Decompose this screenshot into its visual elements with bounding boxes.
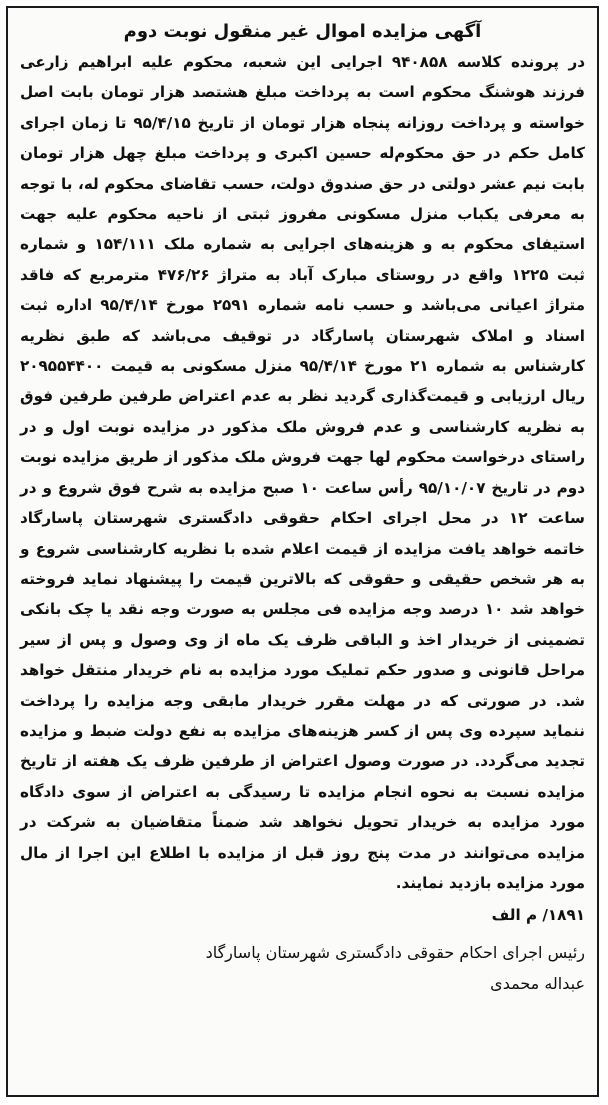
notice-body: در پرونده کلاسه ۹۴۰۸۵۸ اجرایی این شعبه، محکوم علیه ابراهیم زارعی فرزند هوشنگ محکوم است به پرداخت مبلغ هشتصد هزار تومان بابت اصل خواسته و پرداخت روزانه پنجاه هزار تومان از تاریخ ۹۵/۴/۱۵ تا زمان اجرای کامل حکم در حق محکوم‌له حسین اکبری و پرداخت مبلغ چهل هزار تومان بابت نیم عشر دولتی در حق صندوق دولت، حسب تقاضای محکوم له، با توجه به معرفی یکباب منزل مسکونی مفروز ثبتی از ناحیه محکوم علیه جهت استیفای محکوم به و هزینه‌های اجرایی به شماره ملک ۱۵۴/۱۱۱ و شماره ثبت ۱۲۲۵ واقع در روستای مبارک آباد به متراژ ۴۷۶/۲۶ مترمربع که فاقد متراژ اعیانی می‌باشد و حسب نامه شماره ۲۵۹۱ مورخ ۹۵/۴/۱۴ اداره ثبت اسناد و املاک شهرستان پاسارگاد در توقیف می‌باشد که طبق نظریه کارشناس به شماره ۲۱ مورخ ۹۵/۴/۱۴ منزل مسکونی به قیمت ۲۰۹۵۵۴۴۰۰ ریال ارزیابی و قیمت‌گذاری گردید نظر به عدم اعتراض طرفین طرفین فوق به نظریه کارشناسی و عدم فروش ملک مذکور در مزایده نوبت اول و در راستای درخواست محکوم لها جهت فروش ملک مذکور از طریق مزایده نوبت دوم در تاریخ ۹۵/۱۰/۰۷ رأس ساعت ۱۰ صبح مزایده به شرح فوق شروع و در ساعت ۱۲ در محل اجرای احکام حقوقی دادگستری شهرستان پاسارگاد خاتمه خواهد یافت مزایده از قیمت اعلام شده با نظریه کارشناسی شروع و به هر شخص حقیقی و حقوقی که بالاترین قیمت را پیشنهاد نماید فروخته خواهد شد ۱۰ درصد وجه مزایده فی مجلس به صورت وجه نقد یا چک بانکی تضمینی از خریدار اخذ و الباقی ظرف یک ماه از وی وصول و پس از سیر مراحل قانونی و صدور حکم تملیک مورد مزایده به نام خریدار منتقل خواهد شد. در صورتی که در مهلت مقرر خریدار مابقی وجه مزایده را پرداخت ننماید سپرده وی پس از کسر هزینه‌های مزایده به نفع دولت ضبط و مزایده تجدید می‌گردد. در صورت وصول اعتراض از طرفین ظرف یک هفته از تاریخ مزایده نسبت به نحوه انجام مزایده تا رسیدگی به اعتراض از سوی دادگاه مورد مزایده به خریدار تحویل نخواهد شد ضمناً متقاضیان به شرکت در مزایده می‌توانند در مدت پنج روز قبل از مزایده با اطلاع این اجرا از مال مورد مزایده بازدید نمایند.	[20, 53, 586, 892]
notice-footer	[8, 900, 597, 999]
signer-title: رئیس اجرای احکام حقوقی دادگستری شهرستان پاسارگاد	[205, 943, 585, 963]
signer-name: عبداله محمدی	[490, 974, 585, 994]
notice-title: آگهی مزایده اموال غیر منقول نوبت دوم	[123, 21, 482, 42]
auction-notice	[6, 6, 599, 1097]
notice-code: ۱۸۹۱/ م الف	[491, 906, 585, 925]
